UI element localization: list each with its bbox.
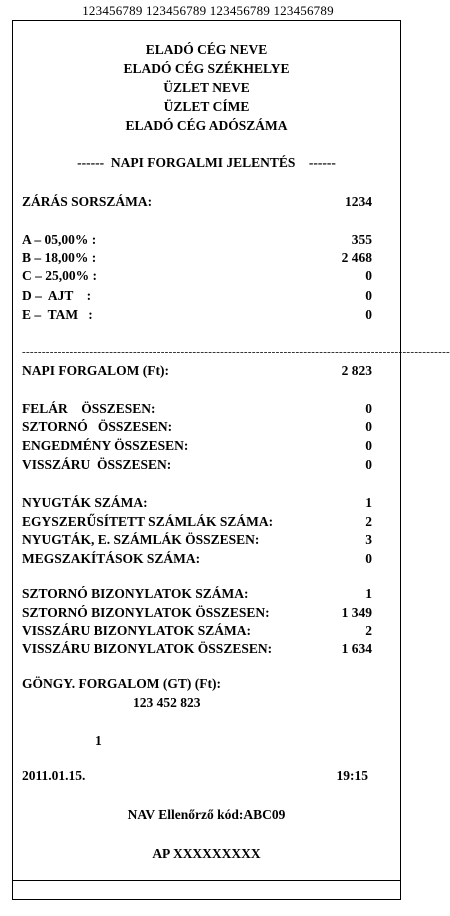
vat-row-a <box>22 231 372 249</box>
separator-line: ------------------------------------------------------------------------------------------------------------ <box>22 346 450 358</box>
grand-total-label: GÖNGY. FORGALOM (GT) (Ft): <box>22 676 221 691</box>
vat-row-d <box>22 287 372 305</box>
closing-number-row <box>22 193 372 211</box>
count-row <box>22 513 372 531</box>
document-row <box>22 640 372 658</box>
count-value: 0 <box>365 551 372 566</box>
seller-address: ELADÓ CÉG SZÉKHELYE <box>123 61 290 76</box>
ruler-line: 123456789 123456789 123456789 123456789 <box>82 3 334 18</box>
total-value: 0 <box>365 457 372 472</box>
document-label: SZTORNÓ BIZONYLATOK SZÁMA: <box>22 586 249 601</box>
total-label: SZTORNÓ ÖSSZESEN: <box>22 419 173 434</box>
total-value: 0 <box>365 419 372 434</box>
count-value: 2 <box>365 514 372 529</box>
count-value: 1 <box>365 495 372 510</box>
count-label: NYUGTÁK SZÁMA: <box>22 495 148 510</box>
count-row <box>22 531 372 549</box>
report-time: 19:15 <box>336 768 368 783</box>
document-value: 1 <box>365 586 372 601</box>
ap-number: AP XXXXXXXXX <box>152 846 261 861</box>
count-row <box>22 550 372 568</box>
grand-total-label-row <box>22 675 372 693</box>
count-row <box>22 494 372 512</box>
document-value: 2 <box>365 623 372 638</box>
total-row <box>22 437 372 455</box>
total-label: VISSZÁRU ÖSSZESEN: <box>22 457 172 472</box>
total-row <box>22 400 372 418</box>
vat-label: D – AJT : <box>22 288 92 303</box>
daily-turnover-value: 2 823 <box>341 363 372 378</box>
vat-value: 2 468 <box>341 250 372 265</box>
count-value: 3 <box>365 532 372 547</box>
shop-name: ÜZLET NEVE <box>163 80 250 95</box>
bottom-rule <box>13 880 400 881</box>
document-row <box>22 622 372 640</box>
report-title: ------ NAPI FORGALMI JELENTÉS ------ <box>77 155 336 170</box>
shop-address: ÜZLET CÍME <box>163 99 250 114</box>
grand-total-value: 123 452 823 <box>133 695 201 710</box>
report-date: 2011.01.15. <box>22 768 86 783</box>
document-label: SZTORNÓ BIZONYLATOK ÖSSZESEN: <box>22 605 270 620</box>
vat-label: A – 05,00% : <box>22 232 97 247</box>
vat-label: B – 18,00% : <box>22 250 97 265</box>
closing-number-value: 1234 <box>345 194 372 209</box>
daily-turnover-row <box>22 362 372 380</box>
total-label: FELÁR ÖSSZESEN: <box>22 401 156 416</box>
document-value: 1 634 <box>341 641 372 656</box>
closing-number-label: ZÁRÁS SORSZÁMA: <box>22 194 153 209</box>
document-label: VISSZÁRU BIZONYLATOK ÖSSZESEN: <box>22 641 273 656</box>
document-label: VISSZÁRU BIZONYLATOK SZÁMA: <box>22 623 252 638</box>
receipt <box>12 20 450 900</box>
document-value: 1 349 <box>341 605 372 620</box>
total-value: 0 <box>365 438 372 453</box>
vat-row-c <box>22 267 372 285</box>
nav-control-code: NAV Ellenőrző kód:ABC09 <box>127 807 286 822</box>
seller-name: ELADÓ CÉG NEVE <box>145 42 268 57</box>
vat-value: 0 <box>365 288 372 303</box>
seller-tax-number: ELADÓ CÉG ADÓSZÁMA <box>125 118 288 133</box>
daily-turnover-label: NAPI FORGALOM (Ft): <box>22 363 169 378</box>
date-time-row <box>22 767 368 785</box>
document-row <box>22 604 372 622</box>
total-row <box>22 456 372 474</box>
total-label: ENGEDMÉNY ÖSSZESEN: <box>22 438 189 453</box>
vat-value: 0 <box>365 268 372 283</box>
copy-marker-row <box>95 732 102 750</box>
vat-label: E – TAM : <box>22 307 93 322</box>
vat-row-e <box>22 306 372 324</box>
total-row <box>22 418 372 436</box>
document-row <box>22 585 372 603</box>
vat-row-b <box>22 249 372 267</box>
copy-marker: 1 <box>95 733 102 748</box>
count-label: EGYSZERŰSÍTETT SZÁMLÁK SZÁMA: <box>22 514 274 529</box>
count-label: MEGSZAKÍTÁSOK SZÁMA: <box>22 551 201 566</box>
count-label: NYUGTÁK, E. SZÁMLÁK ÖSSZESEN: <box>22 532 260 547</box>
total-value: 0 <box>365 401 372 416</box>
vat-value: 355 <box>351 232 372 247</box>
vat-label: C – 25,00% : <box>22 268 97 283</box>
vat-value: 0 <box>365 307 372 322</box>
grand-total-value-row <box>133 694 201 712</box>
